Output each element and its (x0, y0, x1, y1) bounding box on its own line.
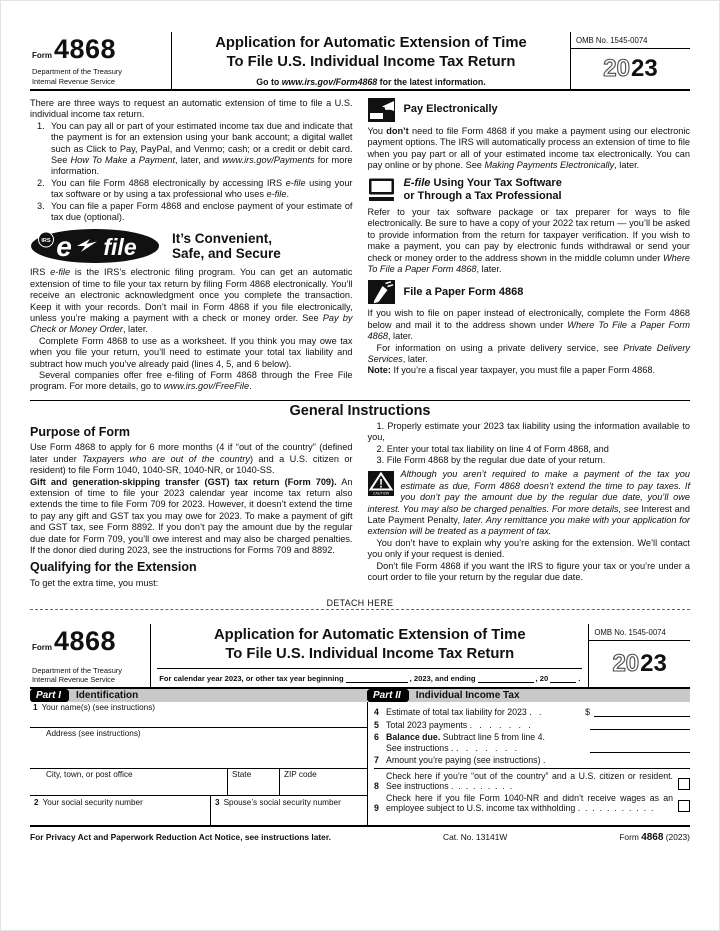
line4-amount (585, 706, 690, 717)
bottom-omb-number: OMB No. 1545-0074 (589, 624, 690, 641)
line2-number: 2 (34, 798, 39, 808)
catalog-number: Cat. No. 13141W (443, 832, 508, 843)
part2-individual-income-tax (367, 702, 690, 825)
paper-form-note: Note: If you’re a fiscal year taxpayer, you must file a paper Form 4868. (367, 365, 655, 376)
line5-number: 5 (374, 720, 379, 731)
list-item-1-number: 1. (37, 120, 45, 131)
zip-label: ZIP code (284, 770, 317, 780)
bottom-title-block (151, 624, 588, 687)
efile-heading-line1: It’s Convenient, (172, 230, 273, 246)
list-item-2 (37, 178, 353, 201)
line4-amount-field[interactable] (594, 706, 690, 717)
paper-form-paragraph-1: If you wish to file on paper instead of electronically, complete the Form 4868 below and mail it to the address shown under Where To File a Paper Form 4868, later. (367, 308, 690, 342)
tax-year (571, 49, 690, 89)
left-instructions-column (30, 98, 353, 393)
address-label: Address (see instructions) (46, 729, 141, 739)
efile-software-title (404, 177, 562, 203)
efile-paragraph-2: Complete Form 4868 to use as a worksheet. If you think you may owe tax when you file your return, you’ll need to estimate your total tax liability and subtract how much you’ve already paid (lines 4, 5, and 6 below). (30, 335, 353, 369)
gi-item-3: 3. File Form 4868 by the regular due date of your return. (376, 455, 606, 466)
city-label: City, town, or post office (46, 770, 133, 780)
bottom-form-header (30, 624, 690, 689)
bottom-form-title (157, 626, 582, 664)
line9-label: Check here if you file Form 1040-NR and didn’t receive wages as an employee subject to U.S. income tax withholding . . . . . . . . . . . (386, 793, 673, 814)
dept-line1: Department of the Treasury (32, 67, 122, 77)
address-field[interactable] (30, 728, 367, 769)
form-number: 4868 (54, 34, 117, 64)
svg-text:CAUTION: CAUTION (372, 491, 389, 496)
bottom-year-outline-digits: 20 (612, 650, 640, 678)
part1-header (30, 689, 367, 702)
state-label: State (232, 770, 252, 780)
svg-text:file: file (103, 234, 137, 261)
title-block (172, 32, 570, 89)
bottom-form-title-line2: To File U.S. Individual Income Tax Return (225, 646, 515, 663)
list-item-2-number: 2. (37, 177, 45, 188)
pay-electronically-title: Pay Electronically (403, 103, 498, 116)
line6-row (374, 732, 690, 753)
gi-paragraph-3: Don’t file Form 4868 if you want the IRS to figure your tax or you’re under a court order to file your return by the regular due date. (367, 560, 690, 583)
bottom-dept-line2: Internal Revenue Service (32, 674, 115, 684)
bottom-dept-line1: Department of the Treasury (32, 665, 122, 675)
qualifying-intro: To get the extra time, you must: (30, 577, 159, 588)
bottom-department-lines (32, 666, 146, 685)
bottom-form-number-line (32, 626, 146, 657)
line8-label: Check here if you’re “out of the country” and a U.S. citizen or resident. See instructions . . . . . . . . . (386, 771, 673, 792)
form-title (178, 34, 564, 72)
calendar-text-3: , 20 (535, 674, 549, 684)
spouse-ssn-field[interactable] (210, 796, 367, 825)
efile-software-title-line1: E-file Using Your Tax Software (403, 176, 562, 189)
privacy-act-notice: For Privacy Act and Paperwork Reduction Act Notice, see instructions later. (30, 832, 331, 843)
calendar-text-4: . (578, 674, 581, 684)
computer-monitor-icon (368, 178, 395, 202)
detach-dotted-line (30, 609, 690, 610)
form-title-line1: Application for Automatic Extension of Time (215, 35, 527, 51)
svg-text:!: ! (378, 478, 383, 491)
year-bold-digits: 23 (631, 54, 658, 82)
purpose-of-form-heading: Purpose of Form (30, 424, 131, 439)
tax-year-beginning-field[interactable] (346, 673, 408, 683)
purpose-paragraph: Use Form 4868 to apply for 6 more months (4 if “out of the country” (defined later under Taxpayers who are out of the country) and a U.S. citizen or resident) to file Form 1040, 1040-SR, 1040-NR, or 1040-SS. (30, 442, 353, 476)
svg-text:e: e (56, 231, 72, 263)
right-instructions-column (368, 98, 691, 393)
part-header-bar (30, 689, 690, 702)
form-label: Form (32, 51, 52, 60)
gi-right-column (368, 421, 691, 589)
line7-label: Amount you’re paying (see instructions) . (386, 755, 546, 766)
line5-label: Total 2023 payments . . . . . . . (386, 720, 531, 731)
list-item-1 (37, 121, 353, 178)
line4-row (374, 706, 690, 717)
paper-form-header (368, 280, 691, 304)
line6-number: 6 (374, 732, 379, 743)
zip-field[interactable] (279, 769, 367, 795)
paper-form-paragraph-2: For information on using a private delivery service, see Private Delivery Services, later. (367, 342, 690, 364)
line1-label: Your name(s) (see instructions) (41, 703, 156, 713)
state-field[interactable] (227, 769, 279, 795)
top-form-header (30, 32, 690, 91)
list-item-2-text: You can file Form 4868 electronically by accessing IRS e-file using your tax software or by using a tax professional who uses e-file. (51, 177, 353, 200)
list-item-1-text: You can pay all or part of your estimated income tax due and indicate that the payment is for an extension using your bank account; a digital wallet such as Click to Pay, PayPal, and Venmo; cash; or a credit or debit card. See How To Make a Payment, later, and www.irs.gov/Payments for more information. (51, 120, 353, 177)
bottom-form-number: 4868 (54, 626, 117, 657)
part1-label: Part I (30, 689, 69, 702)
gi-item-1: 1. Properly estimate your 2023 tax liability using the information available to you, (367, 420, 690, 443)
efile-software-body: Refer to your tax software package or tax preparer for ways to file electronically. Be sure to have a copy of your 2022 tax return — you’ll be asked to provide information from the return for taxpayer verification. If you wish to make a payment, you can pay by electronic funds withdrawal or send your check or money order to the address shown in the middle column under Where To File a Paper Form 4868, later. (367, 206, 690, 274)
line7-row[interactable] (374, 755, 690, 769)
line9-row (374, 793, 690, 813)
city-state-zip-row (30, 769, 367, 796)
efile-software-title-line2: or Through a Tax Professional (403, 189, 562, 202)
efile-branding-row (30, 228, 353, 264)
efile-heading (172, 231, 281, 262)
bottom-tax-year (589, 641, 690, 687)
gi-paragraph-2: You don’t have to explain why you’re asking for the extension. We’ll contact you only if your request is denied. (367, 537, 690, 560)
general-instructions-heading: General Instructions (289, 402, 431, 419)
calendar-year-line (157, 668, 582, 685)
line6-amount-field[interactable] (590, 742, 690, 753)
ssn-row (30, 796, 367, 825)
line6-label: Balance due. Subtract line 5 from line 4. (386, 732, 545, 743)
tax-year-ending-field[interactable] (478, 673, 534, 683)
instructions-columns (30, 98, 690, 393)
your-ssn-label: Your social security number (42, 798, 143, 808)
dept-line2: Internal Revenue Service (32, 76, 115, 86)
part1-identification (30, 702, 367, 825)
line8-row (374, 771, 690, 791)
line8-number: 8 (374, 781, 379, 792)
list-item-3-number: 3. (37, 200, 45, 211)
calendar-text-2: , 2023, and ending (409, 674, 476, 684)
bottom-form-body (30, 702, 690, 827)
list-item-3 (37, 201, 353, 224)
caution-block (368, 469, 691, 537)
paper-form-title: File a Paper Form 4868 (403, 285, 524, 298)
form-number-line (32, 34, 167, 65)
general-instructions-columns (30, 421, 690, 589)
tax-year-ending-year-field[interactable] (550, 673, 576, 683)
footer-form-number: Form 4868 (2023) (619, 832, 690, 844)
efile-heading-line2: Safe, and Secure (172, 246, 281, 262)
part1-title: Identification (69, 689, 367, 702)
form-number-block (30, 32, 172, 89)
goto-line: Go to www.irs.gov/Form4868 for the latest information. (256, 76, 486, 87)
spouse-ssn-label: Spouse’s social security number (223, 798, 341, 808)
line5-amount-field[interactable] (590, 719, 690, 730)
name-field[interactable] (30, 702, 367, 728)
city-field[interactable] (30, 769, 227, 795)
line3-number: 3 (215, 798, 220, 808)
department-lines (32, 67, 167, 86)
caution-paragraph: Although you aren’t required to make a payment of the tax you estimate as due, Form 4868 doesn’t extend the time to pay taxes. If you don’t pay the amount due by the regular due date, you’ll owe interest. You may also be charged penalties. For more details, see Interest and Late Payment Penalty, later. Any remittance you make with your application for extension will be treated as a payment of tax. (367, 469, 690, 537)
line4-label: Estimate of total tax liability for 2023 . . (386, 707, 542, 718)
bottom-form-title-line1: Application for Automatic Extension of Time (213, 627, 526, 644)
bottom-form-label: Form (32, 643, 52, 653)
part2-header (367, 689, 690, 702)
part2-title: Individual Income Tax (409, 689, 690, 702)
bottom-form-footer (30, 827, 690, 843)
efile-paragraph-1: IRS e-file is the IRS’s electronic filing program. You can get an automatic extension of time to file your tax return by filing Form 4868 electronically. You’ll receive an electronic acknowledgment once you complete the transaction. Keep it with your records. Don’t mail in Form 4868 if you file electronically, unless you’re making a payment with a check or money order. See Pay by Check or Money Order, later. (30, 267, 353, 335)
efile-paragraph-3: Several companies offer free e-filing of Form 4868 through the Free File program. For more details, go to www.irs.gov/FreeFile. (30, 370, 353, 392)
line7-number: 7 (374, 755, 379, 766)
line5-row (374, 719, 690, 730)
gi-left-column (30, 421, 353, 589)
pay-electronically-icon (368, 98, 395, 122)
year-outline-digits: 20 (603, 54, 630, 82)
line4-number: 4 (374, 707, 379, 718)
pay-electronically-body: You don’t need to file Form 4868 if you make a payment using our electronic payment options. The IRS will automatically process an extension of time to file when you pay part or all of your estimated income tax electronically. You can pay online or by phone. See Making Payments Electronically, later. (367, 125, 690, 171)
your-ssn-field[interactable] (30, 796, 210, 825)
line9-number: 9 (374, 803, 379, 814)
irs-efile-logo-icon (30, 228, 160, 264)
efile-software-header (368, 177, 691, 203)
pay-electronically-header (368, 98, 691, 122)
line8-checkbox[interactable] (678, 778, 690, 790)
bottom-year-bold-digits: 23 (640, 650, 667, 678)
calendar-text-1: For calendar year 2023, or other tax year beginning (159, 674, 344, 684)
gift-gst-paragraph: Gift and generation-skipping transfer (GST) tax return (Form 709). An extension of time to file your 2023 calendar year income tax return also extends the time to file Form 709 for 2023. However, it doesn’t extend the time to pay any gift and GST tax you may owe for 2023. To make a payment of gift and GST tax, see Form 8892. If you don’t pay the amount due by the regular due date for Form 709, you’ll owe interest and may also be charged penalties. If the donor died during 2023, see the instructions for Forms 709 and 8892. (30, 476, 353, 555)
gi-item-2: 2. Enter your total tax liability on line 4 of Form 4868, and (376, 443, 609, 454)
qualifying-heading: Qualifying for the Extension (30, 560, 197, 575)
part2-label: Part II (367, 689, 409, 702)
list-item-3-text: You can file a paper Form 4868 and enclose payment of your estimate of tax due (optional). (51, 200, 353, 222)
bottom-form (30, 624, 690, 843)
svg-text:IRS: IRS (41, 238, 51, 245)
omb-number: OMB No. 1545-0074 (571, 32, 690, 49)
bottom-omb-year-block (588, 624, 690, 687)
line6-label2: See instructions . . . . . . . . (386, 743, 518, 754)
detach-here-label: DETACH HERE (326, 598, 394, 609)
line1-number: 1 (33, 703, 38, 713)
line9-checkbox[interactable] (678, 800, 690, 812)
dollar-sign: $ (585, 707, 590, 718)
bottom-form-number-block (30, 624, 151, 687)
pencil-icon (368, 280, 395, 304)
caution-icon (368, 471, 394, 496)
form-title-line2: To File U.S. Individual Income Tax Return (226, 53, 516, 70)
general-instructions-rule (30, 400, 690, 401)
omb-year-block (570, 32, 690, 89)
intro-paragraph: There are three ways to request an automatic extension of time to file a U.S. individual income tax return. (30, 97, 353, 120)
